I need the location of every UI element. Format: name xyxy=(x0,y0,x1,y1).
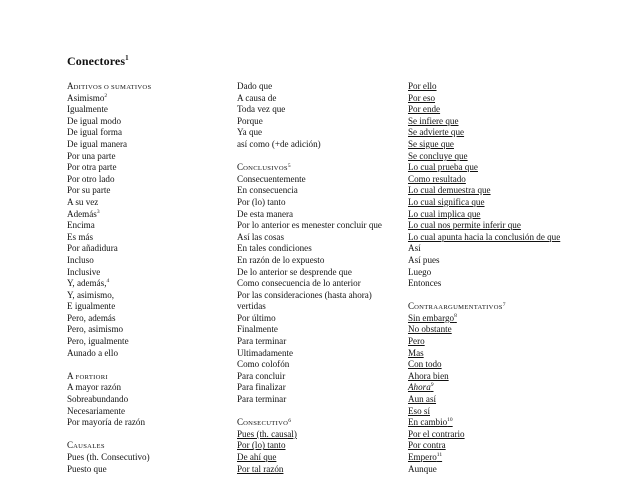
connector-text: Encima xyxy=(67,220,95,231)
connector-text: De ahí que xyxy=(237,452,277,462)
connector-text: Toda vez que xyxy=(237,104,286,115)
connector-text: De igual manera xyxy=(67,138,128,149)
connector-item xyxy=(67,232,227,244)
connector-item xyxy=(408,162,588,174)
connector-text: Por lo anterior es menester concluir que xyxy=(237,220,382,231)
connector-text: Finalmente xyxy=(237,324,278,335)
connector-item xyxy=(237,371,397,383)
connector-text: Por mayoría de razón xyxy=(67,417,146,428)
connector-item xyxy=(67,185,227,197)
connector-item xyxy=(237,464,397,476)
spacer xyxy=(408,290,588,302)
connector-item xyxy=(67,93,227,105)
column-1 xyxy=(67,81,227,475)
connector-item xyxy=(237,185,397,197)
connector-text: En tales condiciones xyxy=(237,243,312,254)
footnote-marker: 7 xyxy=(502,302,506,309)
connector-text: Y, además,$^4$ xyxy=(67,278,110,289)
connector-item xyxy=(237,255,397,267)
connector-text: De igual forma xyxy=(67,127,123,138)
connector-text: Además$^3$ xyxy=(67,208,100,219)
connector-text: Lo cual prueba que xyxy=(408,162,478,173)
footnote-marker: 10 xyxy=(447,417,453,424)
connector-text: Aunado a ello xyxy=(67,347,119,358)
connector-item xyxy=(67,301,227,313)
connector-text: Lo cual apunta hacia la conclusión de que xyxy=(408,231,561,242)
column-2 xyxy=(237,81,397,475)
connector-text: Pero, además xyxy=(67,312,116,323)
connector-item xyxy=(67,324,227,336)
footnote-marker: 6 xyxy=(288,418,292,425)
section-heading xyxy=(237,417,397,429)
connector-text: Lo cual significa que xyxy=(408,196,485,207)
connector-item xyxy=(408,116,588,128)
connector-text: Como consecuencia de lo anterior xyxy=(237,278,361,289)
connector-item xyxy=(67,255,227,267)
connector-item xyxy=(408,209,588,221)
connector-text: Incluso xyxy=(67,254,94,265)
connector-text: No obstante xyxy=(408,324,452,335)
connector-text: Lo cual nos permite inferir que xyxy=(408,220,521,231)
connector-item xyxy=(408,267,588,279)
connector-item xyxy=(408,243,588,255)
connector-item xyxy=(237,324,397,336)
connector-item xyxy=(237,93,397,105)
connector-text: Lo cual implica que xyxy=(408,208,481,219)
connector-item xyxy=(408,440,588,452)
connector-text: Luego xyxy=(408,266,432,277)
connector-text: Se advierte que xyxy=(408,127,465,138)
heading-rest: AUSALES xyxy=(73,443,105,451)
connector-item xyxy=(67,127,227,139)
connector-item xyxy=(408,382,588,394)
connector-item xyxy=(67,336,227,348)
connector-item xyxy=(408,232,588,244)
connector-text: Así xyxy=(408,243,421,254)
connector-text: Entonces xyxy=(408,278,442,289)
connector-text: Así las cosas xyxy=(237,231,284,242)
connector-item xyxy=(237,104,397,116)
connector-item xyxy=(237,336,397,348)
connector-text: A mayor razón xyxy=(67,382,122,393)
page-title xyxy=(67,54,129,69)
connector-text: Pero, asimismo xyxy=(67,324,124,335)
connector-text: así como (+de adición) xyxy=(237,138,321,149)
connector-item xyxy=(67,151,227,163)
connector-text: Como colofón xyxy=(237,359,290,370)
heading-rest: ONCLUSIVOS xyxy=(243,165,288,173)
connector-item xyxy=(67,290,227,302)
footnote-marker: 9 xyxy=(430,382,434,389)
connector-item xyxy=(237,127,397,139)
connector-item xyxy=(408,220,588,232)
connector-item xyxy=(408,371,588,383)
connector-item xyxy=(408,197,588,209)
connector-item xyxy=(67,464,227,476)
connector-text: Necesariamente xyxy=(67,405,126,416)
connector-text: Por último xyxy=(237,312,276,323)
connector-text: Por (lo) tanto xyxy=(237,440,286,451)
heading-rest: ONSECUTIVO xyxy=(243,420,289,428)
heading-initial: A xyxy=(67,370,74,381)
title-footnote-marker: 1 xyxy=(125,54,129,62)
connector-item xyxy=(67,116,227,128)
connector-text: Ahora bien xyxy=(408,370,449,381)
spacer xyxy=(67,429,227,441)
connector-text: Por añadidura xyxy=(67,243,118,254)
connector-text: Se sigue que xyxy=(408,138,454,149)
connector-text: Por tal razón xyxy=(237,463,284,474)
footnote-marker: 3 xyxy=(96,208,100,215)
connector-item xyxy=(408,174,588,186)
heading-initial: C xyxy=(408,301,415,312)
connector-item xyxy=(237,116,397,128)
connector-item xyxy=(408,255,588,267)
connector-text: Ya que xyxy=(237,127,263,138)
connector-text: En razón de lo expuesto xyxy=(237,254,325,265)
connector-text: Aunque xyxy=(408,463,437,474)
heading-initial: C xyxy=(67,440,74,451)
connector-item xyxy=(67,394,227,406)
connector-item xyxy=(237,267,397,279)
heading-initial: C xyxy=(237,162,244,173)
connector-item xyxy=(237,394,397,406)
connector-text: Por las consideraciones (hasta ahora) xyxy=(237,289,372,300)
connector-item xyxy=(408,139,588,151)
connector-text: En consecuencia xyxy=(237,185,298,196)
connector-item xyxy=(237,209,397,221)
connector-text: Sobreabundando xyxy=(67,394,129,405)
connector-item xyxy=(237,440,397,452)
connector-item xyxy=(408,313,588,325)
heading-rest: ONTRAARGUMENTATIVOS xyxy=(414,304,503,312)
connector-item xyxy=(67,174,227,186)
connector-text: Y, asimismo, xyxy=(67,289,115,300)
connector-text: En cambio$^{10}$ xyxy=(408,417,453,428)
spacer xyxy=(237,151,397,163)
connector-item xyxy=(237,301,397,313)
connector-text: A su vez xyxy=(67,196,99,207)
connector-item xyxy=(237,359,397,371)
connector-item xyxy=(237,197,397,209)
column-3 xyxy=(408,81,588,475)
section-heading xyxy=(67,371,227,383)
connector-text: Mas xyxy=(408,347,424,358)
connector-item xyxy=(237,290,397,302)
connector-item xyxy=(237,81,397,93)
connector-text: Por (lo) tanto xyxy=(237,196,286,207)
connector-text: Consecuentemente xyxy=(237,173,306,184)
connector-item xyxy=(237,452,397,464)
connector-text: vertidas xyxy=(237,301,266,312)
connector-item xyxy=(237,243,397,255)
connector-item xyxy=(67,452,227,464)
heading-initial: A xyxy=(67,81,74,91)
connector-item xyxy=(408,359,588,371)
connector-text: Igualmente xyxy=(67,104,108,115)
connector-item xyxy=(67,382,227,394)
connector-text: Para terminar xyxy=(237,394,287,405)
heading-rest: FORTIORI xyxy=(73,373,108,381)
connector-text: Por eso xyxy=(408,92,436,103)
connector-text: Por otra parte xyxy=(67,162,117,173)
connector-item xyxy=(67,162,227,174)
connector-item xyxy=(237,139,397,151)
connector-text: Pues (th. causal) xyxy=(237,428,297,439)
connector-text: Asimismo$^2$ xyxy=(67,92,108,103)
heading-rest: DITIVOS O SUMATIVOS xyxy=(73,84,152,91)
connector-item xyxy=(408,81,588,93)
connector-text: Para finalizar xyxy=(237,382,286,393)
connector-text: Por ello xyxy=(408,81,437,91)
connector-item xyxy=(237,174,397,186)
connector-item xyxy=(408,127,588,139)
connector-text: Por su parte xyxy=(67,185,111,196)
connector-text: Inclusive xyxy=(67,266,101,277)
connector-item xyxy=(237,278,397,290)
connector-item xyxy=(408,93,588,105)
footnote-marker: 2 xyxy=(104,92,108,99)
connector-item xyxy=(237,220,397,232)
section-heading xyxy=(408,301,588,313)
connector-item xyxy=(67,197,227,209)
footnote-marker: 11 xyxy=(436,451,443,458)
connector-text: Se infiere que xyxy=(408,115,459,126)
section-heading xyxy=(67,440,227,452)
footnote-marker: 5 xyxy=(287,162,291,169)
connector-text: Empero$^{11}$ xyxy=(408,451,443,462)
spacer xyxy=(237,406,397,418)
section-heading xyxy=(67,81,227,93)
connector-item xyxy=(237,348,397,360)
connector-item xyxy=(408,151,588,163)
connector-text: Lo cual demuestra que xyxy=(408,185,491,196)
connector-item xyxy=(67,267,227,279)
footnote-marker: 8 xyxy=(454,312,457,319)
connector-item xyxy=(67,104,227,116)
connector-item xyxy=(408,406,588,418)
connector-text: Sin embargo$^8$ xyxy=(408,312,457,323)
connector-item xyxy=(67,220,227,232)
connector-text: Es más xyxy=(67,231,94,242)
connector-text: Para terminar xyxy=(237,336,287,347)
connector-text: E igualmente xyxy=(67,301,116,312)
connector-item xyxy=(237,429,397,441)
connector-text: Por contra xyxy=(408,440,446,451)
connector-item xyxy=(408,324,588,336)
connector-text: Pero, igualmente xyxy=(67,336,129,347)
connector-text: De esta manera xyxy=(237,208,294,219)
connector-item xyxy=(67,278,227,290)
section-heading xyxy=(237,162,397,174)
connector-text: Puesto que xyxy=(67,463,107,474)
connector-text: Ahora$^9$ xyxy=(408,382,434,393)
connector-item xyxy=(408,429,588,441)
connector-text: Por otro lado xyxy=(67,173,115,184)
connector-item xyxy=(408,464,588,476)
connector-item xyxy=(408,278,588,290)
heading-initial: C xyxy=(237,417,244,428)
connector-text: Con todo xyxy=(408,359,442,370)
connector-text: Como resultado xyxy=(408,173,466,184)
connector-item xyxy=(67,313,227,325)
connector-text: A causa de xyxy=(237,92,277,103)
connector-text: Pero xyxy=(408,336,425,347)
connector-item xyxy=(408,104,588,116)
connector-item xyxy=(408,394,588,406)
connector-text: De igual modo xyxy=(67,115,122,126)
connector-item xyxy=(408,348,588,360)
connector-text: Por el contrario xyxy=(408,428,465,439)
connector-text: Por una parte xyxy=(67,150,116,161)
connector-item xyxy=(67,139,227,151)
connector-text: De lo anterior se desprende que xyxy=(237,266,352,277)
connector-item xyxy=(408,185,588,197)
connector-text: Aun así xyxy=(408,394,437,405)
connector-item xyxy=(67,417,227,429)
connector-item xyxy=(408,336,588,348)
connector-item xyxy=(408,452,588,464)
connector-item xyxy=(67,406,227,418)
connector-item xyxy=(237,313,397,325)
connector-text: Se concluye que xyxy=(408,150,468,161)
connector-item xyxy=(237,382,397,394)
connector-text: Porque xyxy=(237,115,263,126)
spacer xyxy=(67,359,227,371)
connector-text: Así pues xyxy=(408,254,440,265)
title-text: Conectores xyxy=(67,54,126,68)
connector-text: Para concluir xyxy=(237,370,286,381)
connector-text: Por ende xyxy=(408,104,441,115)
footnote-marker: 4 xyxy=(106,278,110,285)
connector-text: Pues (th. Consecutivo) xyxy=(67,452,150,462)
connector-item xyxy=(67,348,227,360)
connector-text: Eso sí xyxy=(408,405,430,416)
connector-item xyxy=(67,209,227,221)
connector-item xyxy=(408,417,588,429)
connector-item xyxy=(67,243,227,255)
connector-item xyxy=(237,232,397,244)
connector-text: Ultimadamente xyxy=(237,347,294,358)
connector-text: Dado que xyxy=(237,81,273,91)
